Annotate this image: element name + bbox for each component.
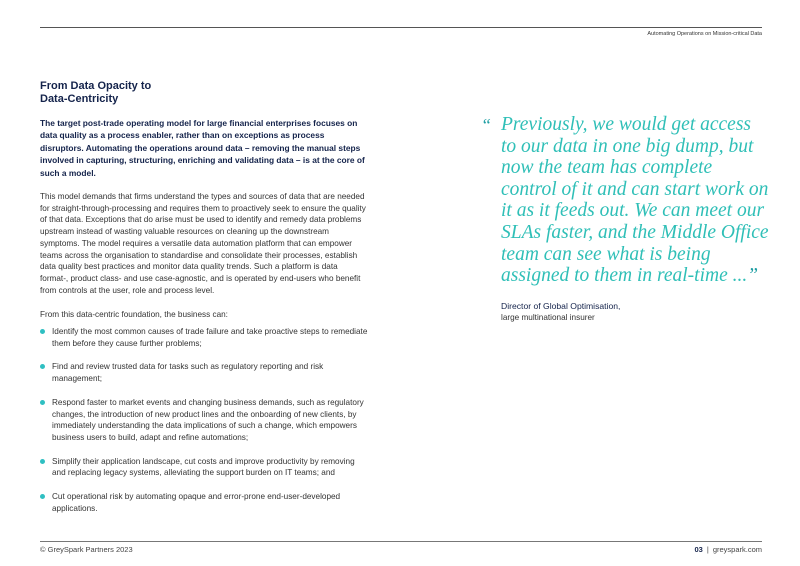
bullet-list — [40, 326, 368, 514]
footer-separator: | — [706, 545, 709, 554]
section-heading — [40, 80, 368, 105]
list-item — [40, 397, 368, 444]
article-column — [40, 80, 368, 527]
close-quote-mark: ” — [747, 265, 759, 287]
bullet-dot-icon — [40, 400, 45, 405]
header-rule — [40, 27, 762, 28]
body-paragraph: This model demands that firms understand the types and sources of data that are needed for straight-through-processing and requires them to proactively seek to ensure the quality of that data. Exceptions that do arise must be used to identify and remedy data problems upstream instead of wasting valuable resources on cleaning up the downstream symptoms. The model requires a versatile data automation platform that can empower teams across the organisation to standardise and consolidate their processes, establish data quality best practices and monitor data quality trends. Such a platform is data format-, product class- and use case-agnostic, and is operated by end-users who benefit from controls at the user, role and process level. — [40, 192, 366, 295]
heading-line-1: From Data Opacity to — [40, 80, 152, 92]
website-link[interactable]: greyspark.com — [712, 545, 762, 554]
footer-rule — [40, 541, 762, 542]
bullet-dot-icon — [40, 329, 45, 334]
bullet-dot-icon — [40, 364, 45, 369]
list-item-text: Identify the most common causes of trade failure and take proactive steps to remediate them before they cause further problems; — [52, 327, 368, 348]
bullet-dot-icon — [40, 459, 45, 464]
page-number: 03 — [694, 545, 703, 554]
copyright: © GreySpark Partners 2023 — [40, 545, 133, 554]
list-item-text: Respond faster to market events and changing business demands, such as regulatory changes, the introduction of new product lines and the onboarding of new clients, by immediately understanding the data implications of such a change, which empowers business users to build, adapt and refine automations; — [52, 397, 364, 442]
list-item — [40, 491, 368, 514]
list-intro: From this data-centric foundation, the business can: — [40, 310, 228, 320]
heading-line-2: Data-Centricity — [40, 92, 119, 105]
list-item-text: Cut operational risk by automating opaque and error-prone end-user-developed applications. — [52, 492, 341, 513]
bullet-dot-icon — [40, 494, 45, 499]
running-title: Automating Operations on Mission-critical Data — [647, 31, 762, 37]
quote-attribution-name: Director of Global Optimisation, — [501, 300, 621, 311]
list-item-text: Find and review trusted data for tasks such as regulatory reporting and risk management; — [52, 362, 324, 384]
open-quote-mark: “ — [481, 115, 492, 135]
list-item — [40, 361, 368, 384]
quote-attribution-role: large multinational insurer — [501, 312, 595, 322]
quote-block — [501, 114, 769, 287]
lead-paragraph: The target post-trade operating model for large financial enterprises focuses on data quality as a process enabler, rather than on exceptions as process disruptors. Automating the operations around data – removing the manual steps involved in capturing, structuring, enriching and validating data – is at the core of such a model. — [40, 118, 365, 178]
pull-quote — [481, 114, 769, 323]
list-item — [40, 456, 368, 479]
list-item — [40, 326, 368, 349]
list-item-text: Simplify their application landscape, cut costs and improve productivity by removing and replacing legacy systems, alleviating the support burden on IT teams; and — [52, 456, 355, 478]
page-footer — [695, 545, 762, 554]
quote-text: Previously, we would get access to our data in one big dump, but now the team has complete control of it and can start work on it as it feeds out. We can meet our SLAs faster, and the Middle Office team can see what is being assigned to them in real-time ... — [501, 114, 769, 287]
